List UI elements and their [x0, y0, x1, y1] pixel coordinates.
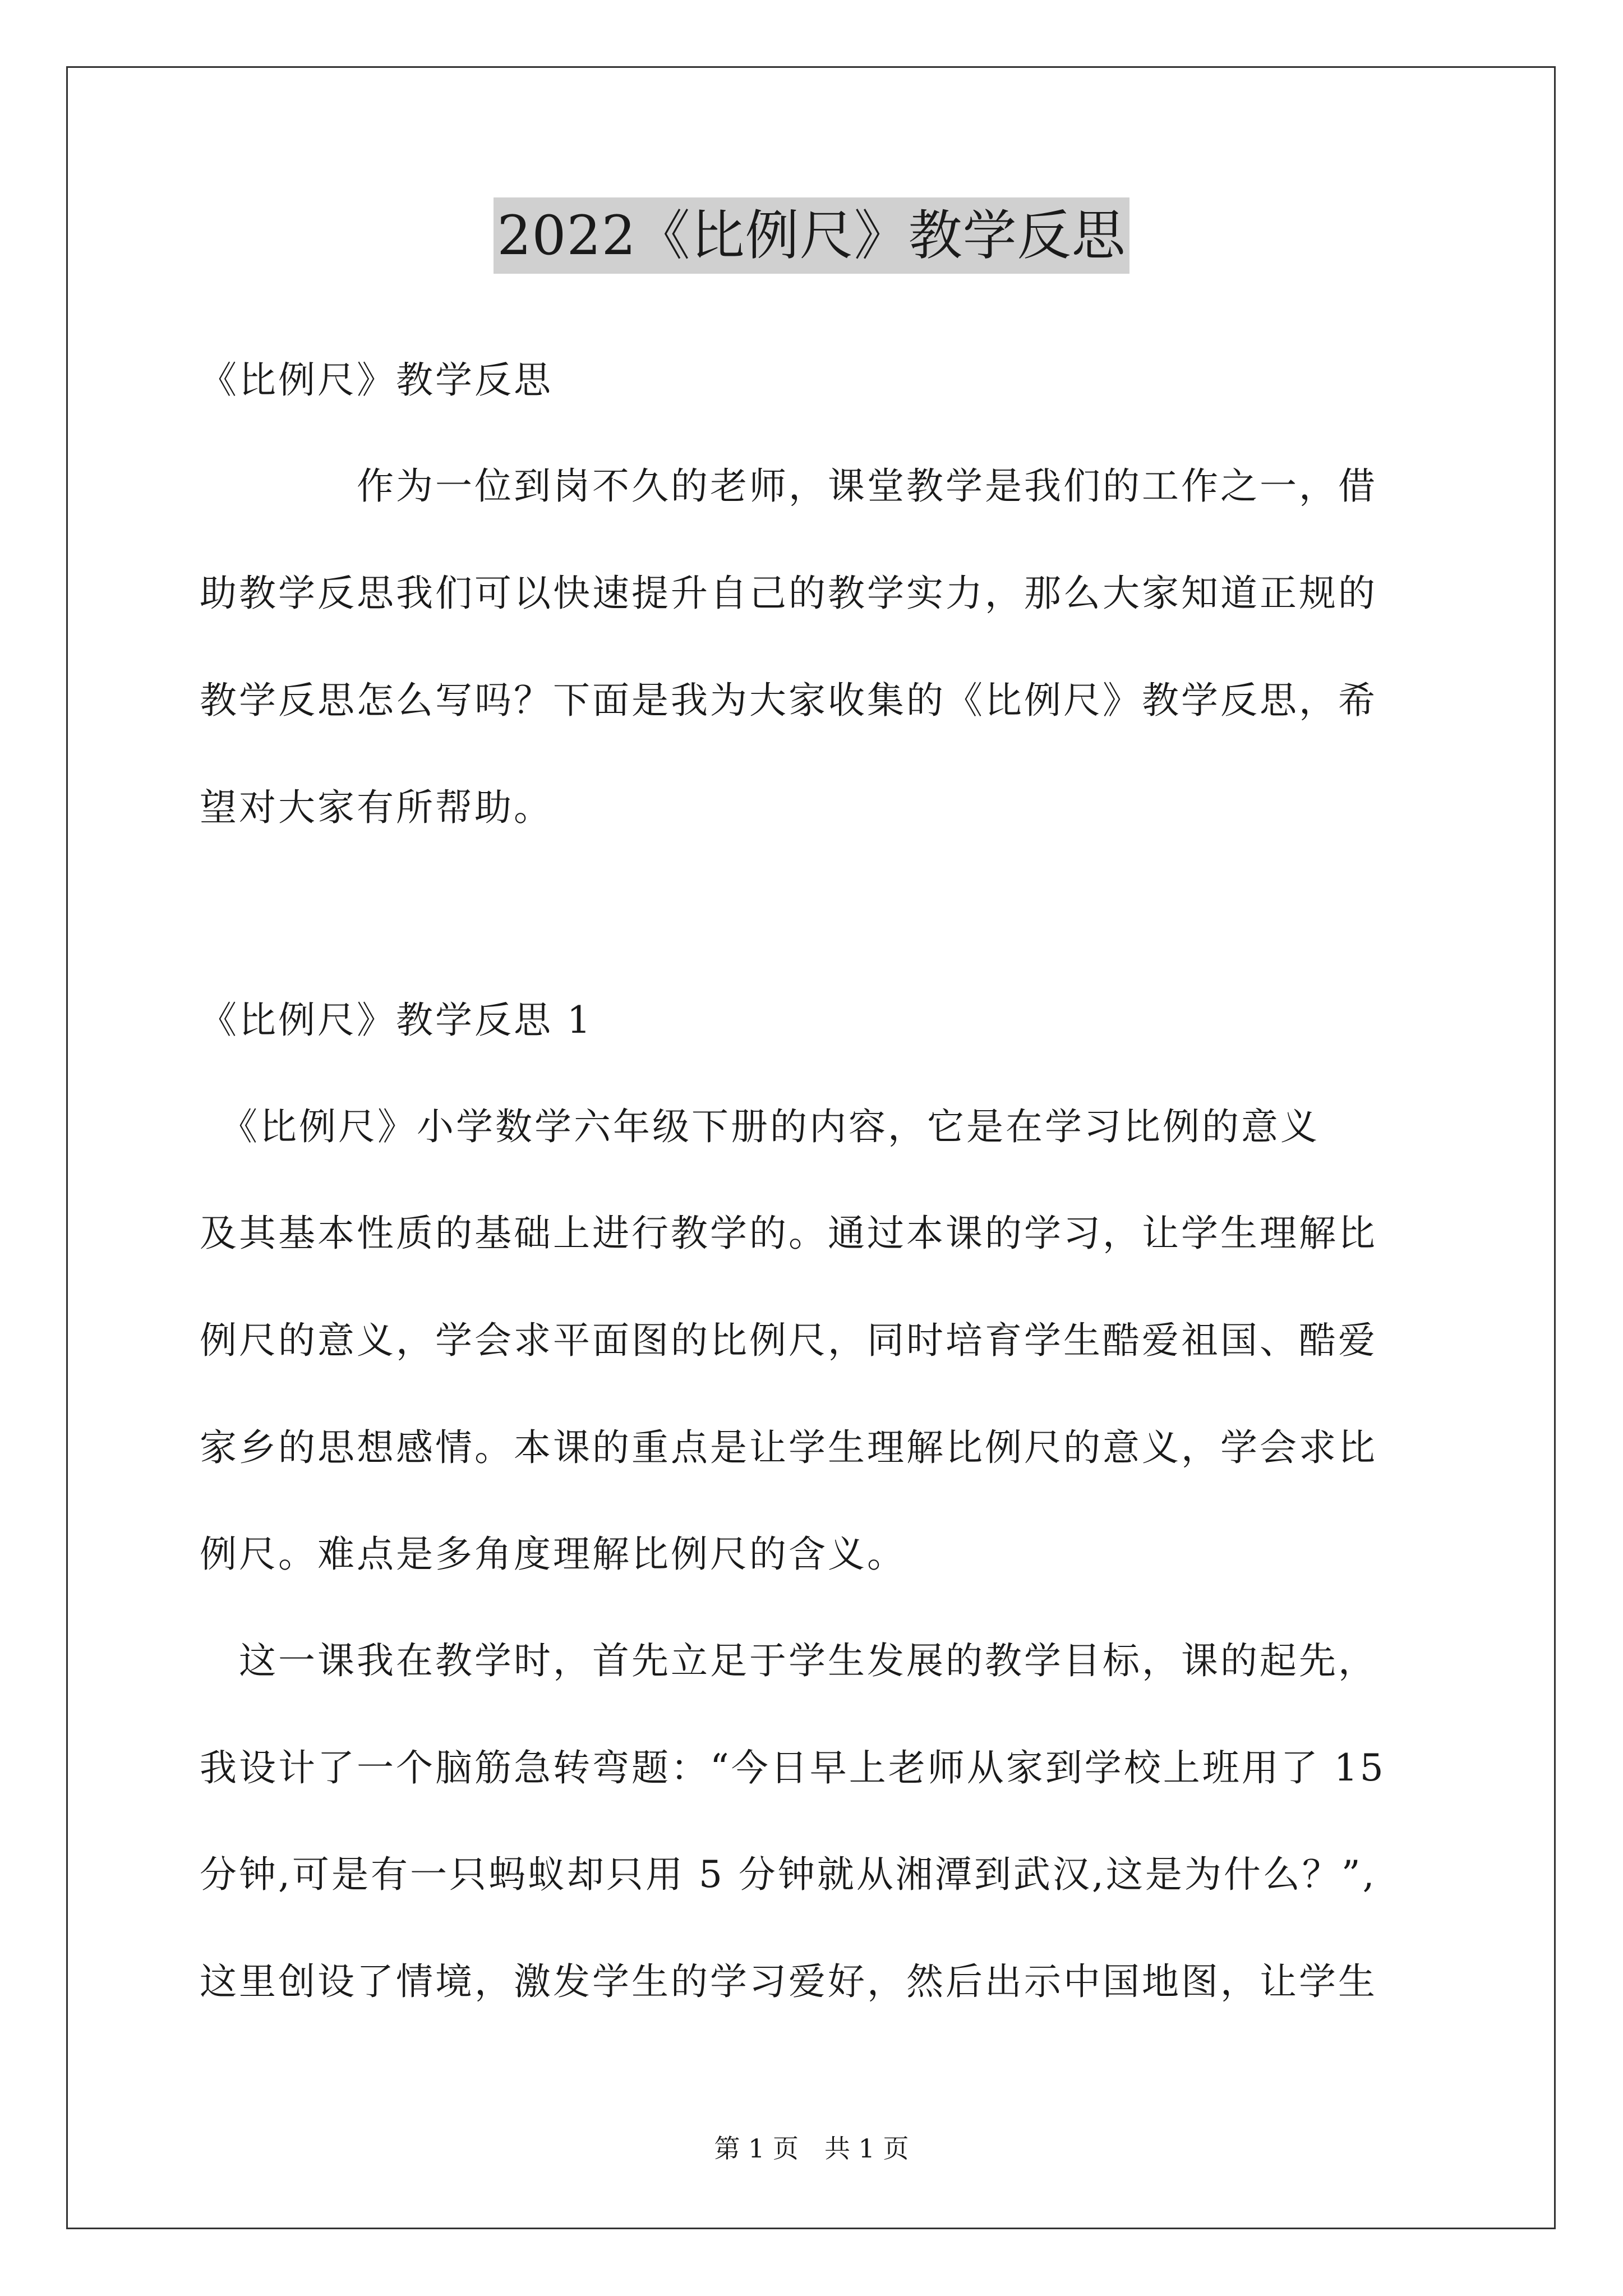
- section-1-para-1-line-5: 例尺。难点是多角度理解比例尺的含义。: [200, 1533, 906, 1576]
- section-1-para-1-line-3: 例尺的意义，学会求平面图的比例尺，同时培育学生酷爱祖国、酷爱: [200, 1319, 1377, 1362]
- page-footer: 第 1 页 共 1 页: [714, 2133, 909, 2164]
- document-title: 2022《比例尺》教学反思: [494, 197, 1129, 274]
- section-1-para-1-line-4: 家乡的思想感情。本课的重点是让学生理解比例尺的意义，学会求比: [200, 1426, 1377, 1469]
- intro-line-2: 助教学反思我们可以快速提升自己的教学实力，那么大家知道正规的: [200, 572, 1377, 615]
- section-1-para-2-line-2: 我设计了一个脑筋急转弯题：“今日早上老师从家到学校上班用了 15: [200, 1746, 1386, 1789]
- intro-line-4: 望对大家有所帮助。: [200, 786, 553, 829]
- section-1-para-2-line-4: 这里创设了情境，激发学生的学习爱好，然后出示中国地图，让学生: [200, 1960, 1377, 2003]
- intro-line-1: 作为一位到岗不久的老师，课堂教学是我们的工作之一，借: [200, 464, 1377, 508]
- intro-heading: 《比例尺》教学反思: [200, 358, 553, 402]
- section-1-para-1-line-1: 《比例尺》小学数学六年级下册的内容，它是在学习比例的意义: [200, 1105, 1320, 1148]
- section-1-para-1-line-2: 及其基本性质的基础上进行教学的。通过本课的学习，让学生理解比: [200, 1212, 1377, 1255]
- section-1-para-2-line-1: 这一课我在教学时，首先立足于学生发展的教学目标，课的起先，: [200, 1639, 1377, 1682]
- section-1-heading: 《比例尺》教学反思 1: [200, 999, 593, 1042]
- title-container: [0, 197, 1623, 274]
- section-1-para-2-line-3: 分钟,可是有一只蚂蚁却只用 5 分钟就从湘潭到武汉,这是为什么？”,: [200, 1853, 1377, 1896]
- intro-line-3: 教学反思怎么写吗？下面是我为大家收集的《比例尺》教学反思，希: [200, 679, 1377, 722]
